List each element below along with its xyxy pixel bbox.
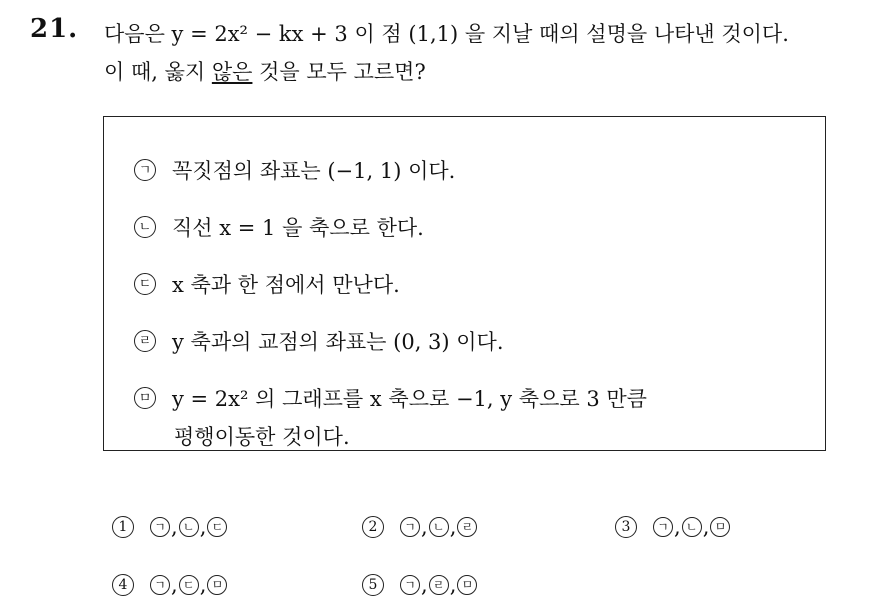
choice-number: 1	[112, 516, 134, 538]
answer-choice-2[interactable]: 2 ㄱ , ㄴ , ㄹ	[362, 515, 477, 539]
statement-marker: ㄹ	[134, 330, 156, 352]
answer-choice-4[interactable]: 4 ㄱ , ㄷ , ㅁ	[112, 573, 227, 597]
statement-text: x 축과 한 점에서 만난다.	[172, 273, 400, 297]
statement-item	[134, 155, 455, 185]
choice-marker: ㅁ	[710, 517, 730, 537]
choice-marker: ㄹ	[457, 517, 477, 537]
answer-choice-3[interactable]: 3 ㄱ , ㄴ , ㅁ	[615, 515, 730, 539]
choice-marker: ㅁ	[207, 575, 227, 595]
question-text-line2	[104, 56, 426, 86]
choice-number: 2	[362, 516, 384, 538]
statement-item	[134, 212, 424, 242]
statement-continuation: 평행이동한 것이다.	[174, 425, 350, 449]
answer-choice-1[interactable]: 1 ㄱ , ㄴ , ㄷ	[112, 515, 227, 539]
statement-text: 직선 x = 1 을 축으로 한다.	[172, 216, 424, 240]
statement-marker: ㄱ	[134, 159, 156, 181]
statement-marker: ㄴ	[134, 216, 156, 238]
choice-marker: ㄴ	[682, 517, 702, 537]
choice-marker: ㄱ	[400, 575, 420, 595]
statement-item	[134, 383, 647, 413]
question-line2-suffix: 것을 모두 고르면?	[252, 60, 426, 84]
choice-marker: ㄱ	[400, 517, 420, 537]
choice-marker: ㄱ	[653, 517, 673, 537]
question-number: 21.	[30, 14, 79, 44]
statement-text: y 축과의 교점의 좌표는 (0, 3) 이다.	[172, 330, 504, 354]
statement-text: 꼭짓점의 좌표는 (−1, 1) 이다.	[172, 159, 456, 183]
choice-marker: ㄴ	[179, 517, 199, 537]
statement-marker: ㅁ	[134, 387, 156, 409]
choice-marker: ㄴ	[429, 517, 449, 537]
question-negation-emphasis: 않은	[211, 60, 253, 84]
answer-choice-5[interactable]: 5 ㄱ , ㄹ , ㅁ	[362, 573, 477, 597]
choice-marker: ㄷ	[179, 575, 199, 595]
statement-box	[103, 116, 826, 451]
question-line2-prefix: 이 때, 옳지	[104, 60, 212, 84]
choice-marker: ㅁ	[457, 575, 477, 595]
choice-number: 5	[362, 574, 384, 596]
statement-text: y = 2x² 의 그래프를 x 축으로 −1, y 축으로 3 만큼	[172, 387, 647, 411]
question-text-line1: 다음은 y = 2x² − kx + 3 이 점 (1,1) 을 지날 때의 설명을 나타낸 것이다.	[104, 22, 789, 46]
choice-marker: ㄱ	[150, 517, 170, 537]
choice-number: 3	[615, 516, 637, 538]
choice-marker: ㄷ	[207, 517, 227, 537]
choice-marker: ㄱ	[150, 575, 170, 595]
choice-number: 4	[112, 574, 134, 596]
statement-marker: ㄷ	[134, 273, 156, 295]
statement-item	[134, 269, 400, 299]
statement-item	[134, 326, 504, 356]
choice-marker: ㄹ	[429, 575, 449, 595]
